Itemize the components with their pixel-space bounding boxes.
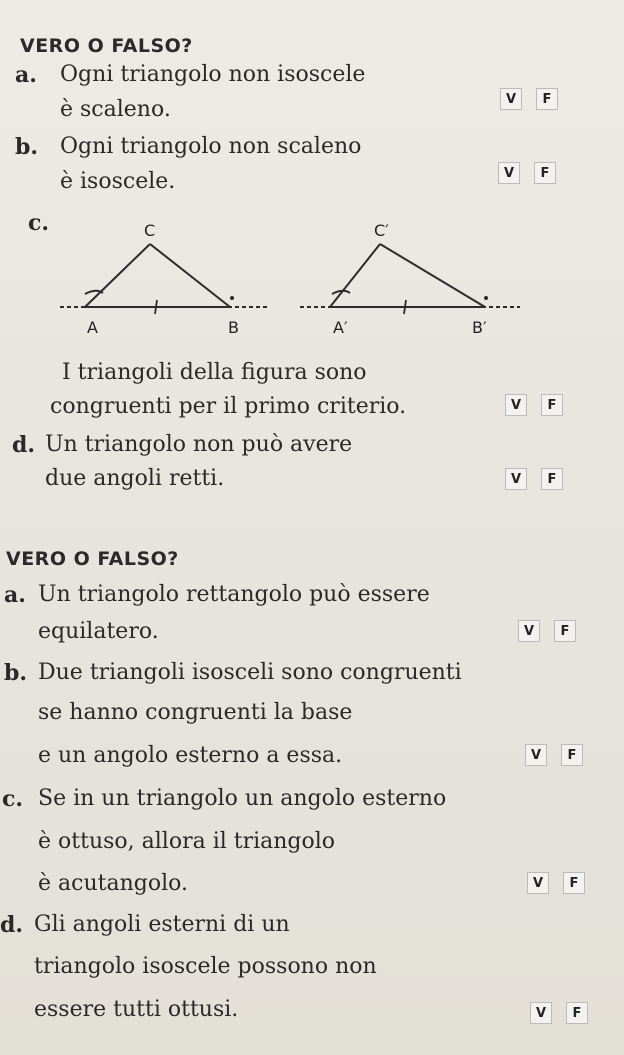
true-option-box[interactable]: V <box>518 620 540 642</box>
false-option-box[interactable]: F <box>541 468 563 490</box>
true-option-box[interactable]: V <box>500 88 522 110</box>
question-text-line: è acutangolo. <box>38 871 188 896</box>
vertex-label: C <box>144 221 156 240</box>
question-text-line: è isoscele. <box>60 169 176 194</box>
item-letter: c. <box>2 786 24 812</box>
true-option-box[interactable]: V <box>530 1002 552 1024</box>
vertex-label: A <box>87 318 98 337</box>
question-text-line: Un triangolo non può avere <box>45 432 353 457</box>
answer-choices <box>530 1002 588 1024</box>
question-text-line: due angoli retti. <box>45 466 225 491</box>
true-option-box[interactable]: V <box>498 162 520 184</box>
false-option-box[interactable]: F <box>554 620 576 642</box>
section-title: VERO O FALSO? <box>20 35 193 57</box>
false-option-box[interactable]: F <box>566 1002 588 1024</box>
vertex-label: B′ <box>472 318 487 337</box>
question-text-line: Gli angoli esterni di un <box>34 912 290 937</box>
false-option-box[interactable]: F <box>534 162 556 184</box>
question-text-line: Ogni triangolo non isoscele <box>60 62 366 87</box>
answer-choices <box>527 872 585 894</box>
answer-choices <box>505 394 563 416</box>
question-text-line: equilatero. <box>38 619 159 644</box>
answer-choices <box>498 162 556 184</box>
true-option-box[interactable]: V <box>525 744 547 766</box>
question-text-line: è ottuso, allora il triangolo <box>38 829 336 854</box>
item-letter: d. <box>12 432 36 458</box>
section-title: VERO O FALSO? <box>6 548 179 570</box>
item-letter: d. <box>0 912 24 938</box>
answer-choices <box>500 88 558 110</box>
item-letter: a. <box>15 62 37 88</box>
true-option-box[interactable]: V <box>505 394 527 416</box>
answer-choices <box>525 744 583 766</box>
vertex-label: B <box>228 318 239 337</box>
triangle-abc-prime <box>300 244 520 314</box>
false-option-box[interactable]: F <box>561 744 583 766</box>
question-text-line: se hanno congruenti la base <box>38 700 353 725</box>
question-text-line: Un triangolo rettangolo può essere <box>38 582 430 607</box>
answer-choices <box>518 620 576 642</box>
false-option-box[interactable]: F <box>563 872 585 894</box>
false-option-box[interactable]: F <box>541 394 563 416</box>
vertex-label: C′ <box>374 221 389 240</box>
question-text-line: e un angolo esterno a essa. <box>38 743 343 768</box>
question-text-line: Ogni triangolo non scaleno <box>60 134 362 159</box>
item-letter: a. <box>4 582 26 608</box>
question-text-line: triangolo isoscele possono non <box>34 954 377 979</box>
answer-choices <box>505 468 563 490</box>
item-letter: c. <box>28 210 50 236</box>
triangle-abc <box>60 244 270 314</box>
item-letter: b. <box>4 660 28 686</box>
question-text-line: Due triangoli isosceli sono congruenti <box>38 660 462 685</box>
triangle-figure <box>0 212 624 342</box>
true-option-box[interactable]: V <box>527 872 549 894</box>
true-option-box[interactable]: V <box>505 468 527 490</box>
question-text-line: è scaleno. <box>60 97 171 122</box>
item-letter: b. <box>15 134 39 160</box>
question-text-line: Se in un triangolo un angolo esterno <box>38 786 447 811</box>
vertex-label: A′ <box>333 318 348 337</box>
question-text-line: essere tutti ottusi. <box>34 997 239 1022</box>
false-option-box[interactable]: F <box>536 88 558 110</box>
question-text-line: I triangoli della figura sono <box>62 360 367 385</box>
question-text-line: congruenti per il primo criterio. <box>50 394 407 419</box>
